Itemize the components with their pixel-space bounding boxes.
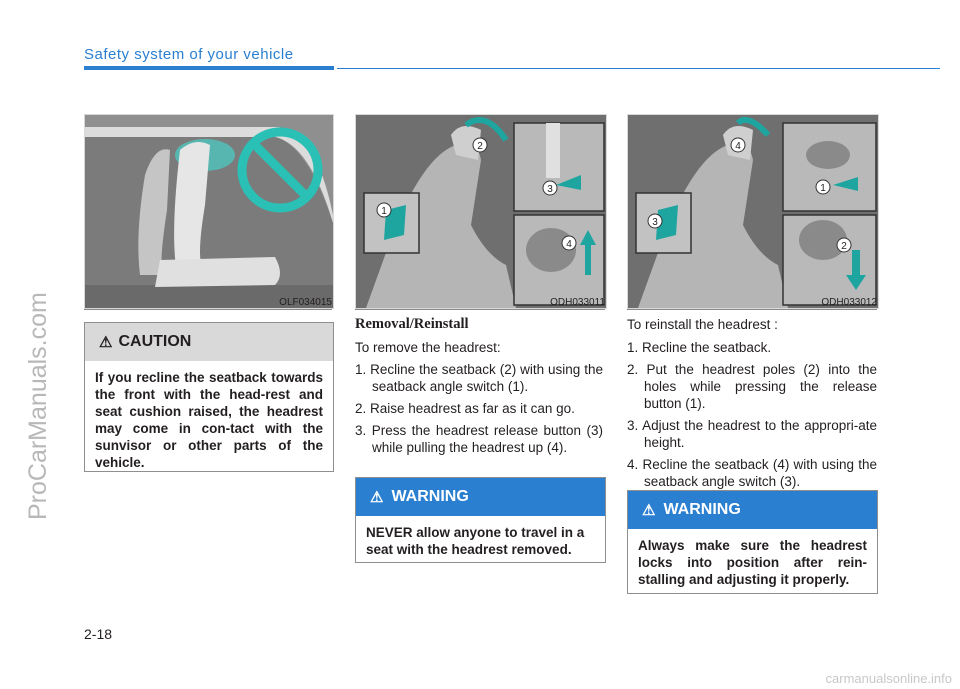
warning-box	[355, 477, 606, 563]
warning-title: WARNING	[663, 501, 741, 518]
reinstall-step: 4. Recline the seatback (4) with using the seatback angle switch (3).	[627, 457, 877, 489]
removal-steps	[355, 361, 603, 461]
removal-step: 1. Recline the seatback (2) with using the seatback angle switch (1).	[355, 362, 603, 394]
removal-heading: Removal/Reinstall	[355, 316, 469, 332]
reinstall-step: 1. Recline the seatback.	[627, 340, 772, 355]
warning-box	[627, 490, 878, 594]
callout-1: 1	[381, 206, 387, 217]
warning-triangle-icon: ⚠	[642, 502, 656, 519]
warning-text: NEVER allow anyone to travel in a seat with the headrest removed.	[366, 525, 585, 557]
reinstall-steps	[627, 339, 877, 495]
warning-title: WARNING	[391, 488, 469, 505]
removal-step: 2. Raise headrest as far as it can go.	[355, 401, 575, 416]
side-watermark-text: ProCarManuals.com	[24, 292, 52, 520]
callout-3: 3	[652, 217, 658, 228]
removal-step: 3. Press the headrest release button (3) while pulling the headrest up (4).	[355, 423, 603, 455]
footer-watermark: carmanualsonline.info	[825, 671, 952, 686]
callout-4: 4	[566, 239, 572, 250]
callout-3: 3	[547, 184, 553, 195]
warning-header	[628, 491, 877, 529]
reinstall-intro: To reinstall the headrest :	[627, 317, 778, 332]
figure-label: ODH033012	[821, 297, 877, 308]
figure-label: OLF034015	[279, 297, 332, 308]
figure-headrest-removal	[355, 114, 607, 309]
reinstall-step: 3. Adjust the headrest to the appropri-ate height.	[627, 418, 877, 450]
warning-text: Always make sure the headrest locks into position after rein-stalling and adjusting it properly.	[638, 538, 867, 587]
page-number: 2-18	[84, 626, 113, 642]
header-rule-thick	[84, 66, 334, 70]
header-rule-thin	[337, 68, 940, 69]
figure-headrest-reinstall	[627, 114, 879, 309]
figure-label: ODH033011	[550, 297, 605, 308]
caution-box	[84, 322, 334, 472]
callout-2: 2	[841, 241, 847, 252]
headrest-removal-illustration	[356, 115, 606, 308]
removal-intro: To remove the headrest:	[355, 340, 501, 355]
headrest-reinstall-illustration	[628, 115, 878, 308]
warning-triangle-icon: ⚠	[370, 489, 384, 506]
caution-triangle-icon: ⚠	[99, 334, 113, 351]
warning-header	[356, 478, 605, 516]
caution-title: CAUTION	[118, 333, 192, 350]
figure-seat-sunvisor	[84, 114, 334, 309]
section-title: Safety system of your vehicle	[84, 46, 294, 63]
callout-4: 4	[735, 141, 741, 152]
callout-1: 1	[820, 183, 826, 194]
side-watermark	[14, 180, 54, 520]
reinstall-step: 2. Put the headrest poles (2) into the holes while pressing the release button (1).	[627, 362, 877, 411]
caution-header	[85, 323, 333, 361]
seat-sunvisor-illustration	[85, 115, 333, 308]
callout-2: 2	[477, 141, 483, 152]
caution-text: If you recline the seatback towards the front with the head-rest and seat cushion raised, the headrest may come in con-tact with the sunvisor or other parts of the vehicle.	[95, 370, 323, 470]
